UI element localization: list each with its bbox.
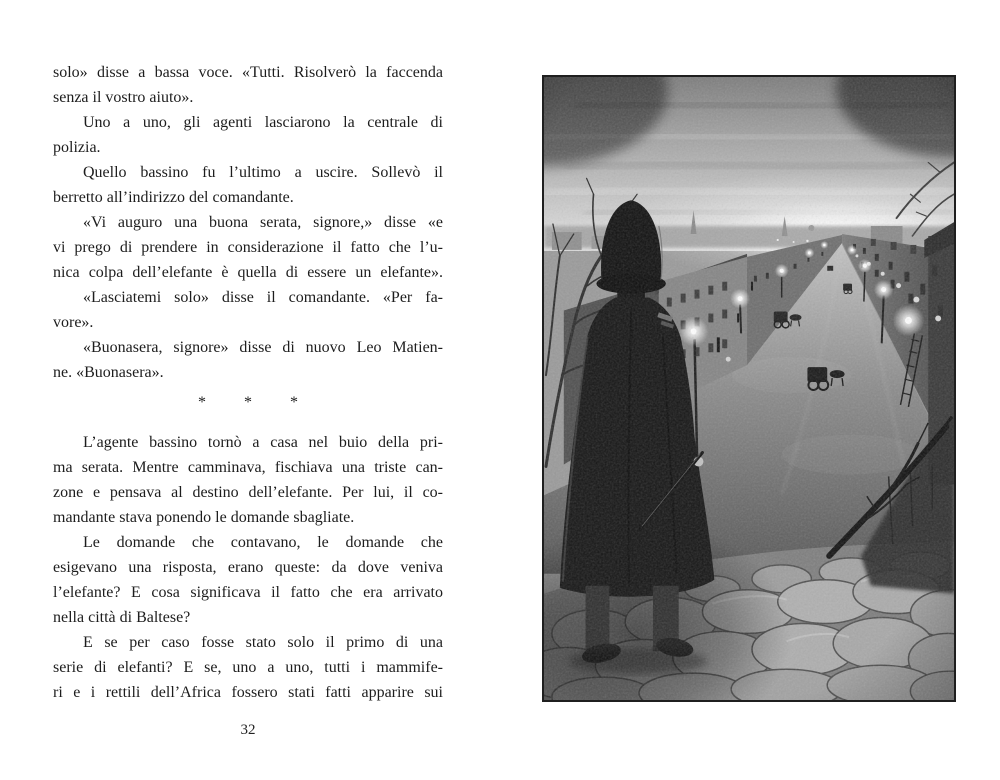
- text-line: Le domande che contavano, le domande che: [83, 534, 443, 551]
- text-line: senza il vostro aiuto».: [53, 89, 194, 106]
- text-line: vore».: [53, 314, 94, 331]
- text-line: ne. «Buonasera».: [53, 364, 164, 381]
- body-text: [53, 60, 443, 705]
- text-line: L’agente bassino tornò a casa nel buio della pri-: [83, 434, 443, 451]
- text-line: l’elefante? E cosa significava il fatto che era arrivato: [53, 584, 443, 601]
- text-line: E se per caso fosse stato solo il primo di una: [83, 634, 443, 651]
- grain-overlay: [544, 77, 954, 700]
- text-line: ri e i rettili dell’Africa fossero stati fatti apparire sui: [53, 684, 443, 701]
- text-line: zone e pensava al destino dell’elefante. Per lui, il co-: [53, 484, 443, 501]
- text-line: Quello bassino fu l’ultimo a uscire. Sollevò il: [83, 164, 443, 181]
- text-line: nica colpa dell’elefante è quella di essere un elefante».: [53, 264, 443, 281]
- text-line: berretto all’indirizzo del comandante.: [53, 189, 294, 206]
- text-line: «Buonasera, signore» disse di nuovo Leo Matien-: [83, 339, 443, 356]
- text-line: esigevano una risposta, erano queste: da dove veniva: [53, 559, 443, 576]
- text-line: nella città di Baltese?: [53, 609, 191, 626]
- text-line: polizia.: [53, 139, 101, 156]
- illustration-art: [544, 77, 954, 700]
- page-number: 32: [240, 722, 256, 738]
- text-line: Uno a uno, gli agenti lasciarono la centrale di: [83, 114, 443, 131]
- text-line: ma serata. Mentre camminava, fischiava una triste can-: [53, 459, 443, 476]
- section-separator: * * *: [198, 394, 298, 411]
- text-line: serie di elefanti? E se, uno a uno, tutti i mammife-: [53, 659, 443, 676]
- illustration: [542, 75, 956, 702]
- text-line: vi prego di prendere in considerazione il fatto che l’u-: [53, 239, 443, 256]
- text-line: «Lasciatemi solo» disse il comandante. «Per fa-: [83, 289, 443, 306]
- text-line: mandante stava ponendo le domande sbagliate.: [53, 509, 355, 526]
- text-line: «Vi auguro una buona serata, signore,» disse «e: [83, 214, 443, 231]
- text-line: solo» disse a bassa voce. «Tutti. Risolverò la faccenda: [53, 64, 443, 81]
